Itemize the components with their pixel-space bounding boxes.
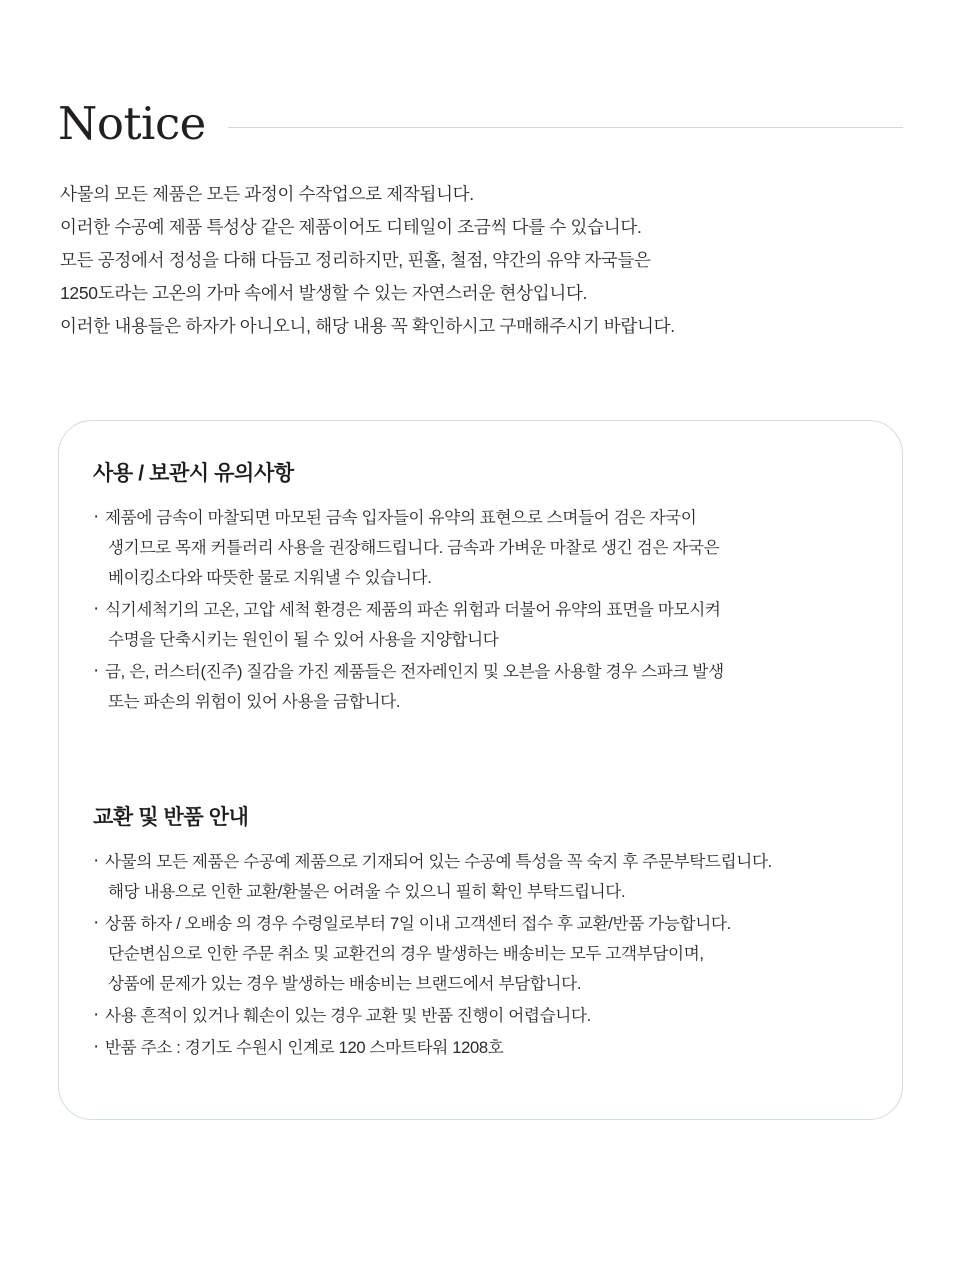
notice-intro <box>60 178 900 343</box>
list-item-line: 베이킹소다와 따뜻한 물로 지워낼 수 있습니다. <box>108 568 432 587</box>
list-item <box>93 847 872 907</box>
exchange-heading: 교환 및 반품 안내 <box>93 806 249 829</box>
guidelines-box <box>58 420 903 1120</box>
usage-list <box>93 503 872 717</box>
usage-section <box>59 459 902 719</box>
usage-heading: 사용 / 보관시 유의사항 <box>93 462 294 485</box>
list-item-line: · 제품에 금속이 마찰되면 마모된 금속 입자들이 유약의 표현으로 스며들어 검은 자국이 <box>105 508 697 527</box>
list-item-line: 생기므로 목재 커틀러리 사용을 권장해드립니다. 금속과 가벼운 마찰로 생긴 검은 자국은 <box>108 538 720 557</box>
header-divider <box>228 127 903 128</box>
list-item-line: 단순변심으로 인한 주문 취소 및 교환건의 경우 발생하는 배송비는 모두 고객부담이며, <box>108 944 704 963</box>
list-item-line: 해당 내용으로 인한 교환/환불은 어려울 수 있으니 필히 확인 부탁드립니다. <box>108 882 626 901</box>
page-title: Notice <box>58 97 206 150</box>
intro-line: 이러한 내용들은 하자가 아니오니, 해당 내용 꼭 확인하시고 구매해주시기 바랍니다. <box>60 316 675 336</box>
list-item-line: 상품에 문제가 있는 경우 발생하는 배송비는 브랜드에서 부담합니다. <box>108 974 582 993</box>
list-item <box>93 1033 872 1063</box>
intro-line: 사물의 모든 제품은 모든 과정이 수작업으로 제작됩니다. <box>60 184 474 204</box>
list-item <box>93 595 872 655</box>
list-item <box>93 1001 872 1031</box>
list-item-line: 수명을 단축시키는 원인이 될 수 있어 사용을 지양합니다 <box>108 630 499 649</box>
list-item-line: 또는 파손의 위험이 있어 사용을 금합니다. <box>108 692 401 711</box>
list-item <box>93 657 872 717</box>
exchange-section <box>59 803 902 1065</box>
notice-header <box>58 98 903 150</box>
list-item <box>93 503 872 593</box>
list-item-line: · 금, 은, 러스터(진주) 질감을 가진 제품들은 전자레인지 및 오븐을 사용할 경우 스파크 발생 <box>105 662 724 681</box>
list-item-line: · 상품 하자 / 오배송 의 경우 수령일로부터 7일 이내 고객센터 접수 후 교환/반품 가능합니다. <box>105 914 731 933</box>
list-item-line: · 반품 주소 : 경기도 수원시 인계로 120 스마트타워 1208호 <box>105 1038 504 1057</box>
exchange-list <box>93 847 872 1063</box>
list-item-line: · 식기세척기의 고온, 고압 세척 환경은 제품의 파손 위험과 더불어 유약의 표면을 마모시켜 <box>105 600 721 619</box>
intro-line: 이러한 수공예 제품 특성상 같은 제품이어도 디테일이 조금씩 다를 수 있습니다. <box>60 217 642 237</box>
list-item-line: · 사용 흔적이 있거나 훼손이 있는 경우 교환 및 반품 진행이 어렵습니다. <box>105 1006 591 1025</box>
list-item-line: · 사물의 모든 제품은 수공예 제품으로 기재되어 있는 수공예 특성을 꼭 숙지 후 주문부탁드립니다. <box>105 852 772 871</box>
list-item <box>93 909 872 999</box>
intro-line: 모든 공정에서 정성을 다해 다듬고 정리하지만, 핀홀, 철점, 약간의 유약 자국들은 <box>60 250 651 270</box>
intro-line: 1250도라는 고온의 가마 속에서 발생할 수 있는 자연스러운 현상입니다. <box>60 283 588 303</box>
